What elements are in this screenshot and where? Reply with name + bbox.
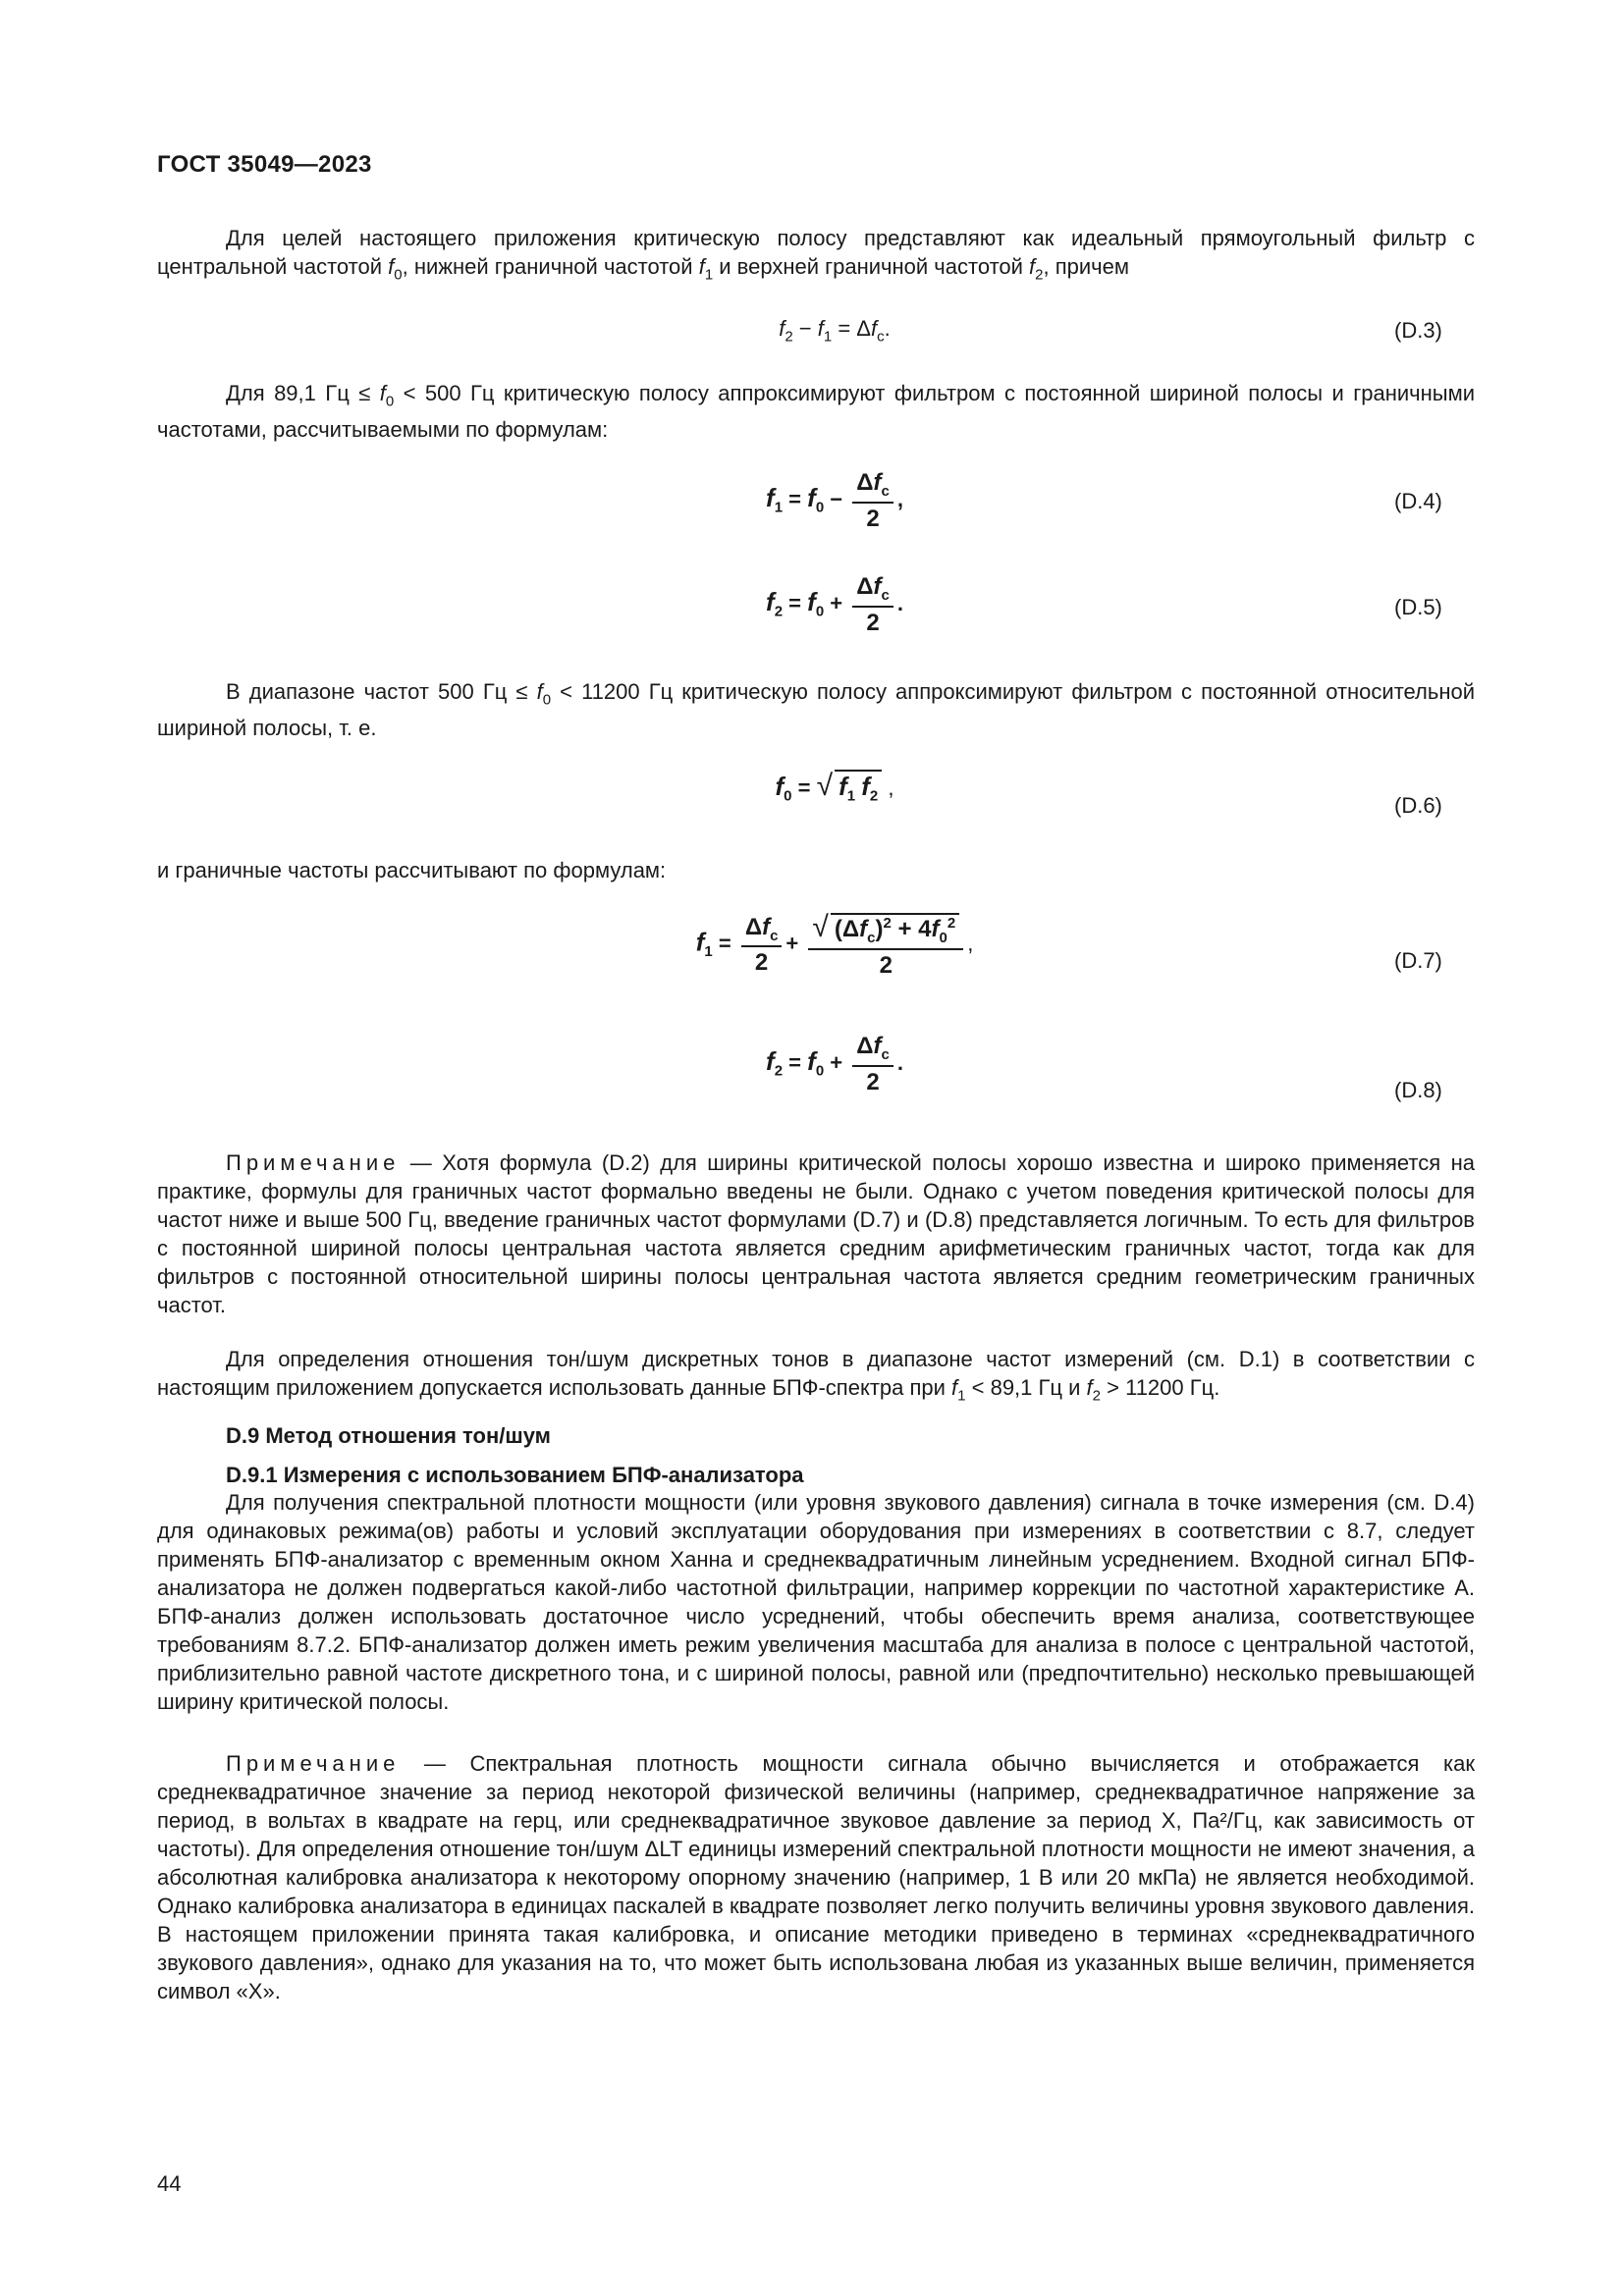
formula-d8: $f_2 = f_0$ + $\frac{\Delta f_c}{2}$ . [766,1033,903,1095]
formula-number-d3: (D.3) [1394,318,1442,343]
paragraph-fft-method: Для получения спектральной плотности мощности (или уровня звукового давления) сигнала в точке измерения (см. D.4) для одинаковых режима(ов) работы и условий эксплуатации оборудования при измерениях в соответствии с 8.7, следует применять БПФ-анализатор с временным окном Ханна и среднеквадратичным линейным усреднением. Входной сигнал БПФ-анализатора не должен подвергаться какой-либо частотной фильтрации, например коррекции по частотной характеристике A. БПФ-анализ должен использовать достаточное число усреднений, чтобы обеспечить время анализа, соответствующее требованиям 8.7.2. БПФ-анализатор должен иметь режим увеличения масштаба для анализа в полосе с центральной частотой, приблизительно равной частоте дискретного тона, и с шириной полосы, равной или (предпочтительно) несколько превышающей ширину критической полосы. [157,1490,1475,1714]
note-2-label: Примечание [226,1751,401,1776]
formula-d4: $f_1 = f_0$ − $\frac{\Delta f_c}{2}$ , [766,469,903,532]
formula-number-d8: (D.8) [1394,1078,1442,1102]
note-1-label: Примечание [226,1150,401,1175]
page-number: 44 [157,2171,182,2196]
note-2-text: — Спектральная плотность мощности сигнала обычно вычисляется и отображается как среднеквадратичное значение за период некоторой физической величины (например, среднеквадратичное напряжение за период, в вольтах в квадрате на герц, или среднеквадратичное звуковое давление за период X, Па²/Гц, как зависимость от частоты). Для определения отношение тон/шум ΔLT единицы измерений спектральной плотности мощности не имеют значения, а абсолютная калибровка анализатора к некоторому опорному значению (например, 1 В или 20 мкПа) не является необходимой. Однако калибровка анализатора в единицах паскалей в квадрате позволяет легко получить величины уровня звукового давления. В настоящем приложении принята такая калибровка, и описание методики приведено в терминах «среднеквадратичного звукового давления», однако для указания на то, что может быть использована любая из указанных выше величин, применяется символ «X». [157,1751,1475,2003]
formula-d7: $f_1$ = $\frac{\Delta f_c}{2}$ + $\frac{√ (\Delta f_c)^2 + 4f_0^2}{2}$ , [695,911,974,979]
paragraph-fft-range: Для определения отношения тон/шум дискретных тонов в диапазоне частот измерений (см. D.1) в соответствии с настоящим приложением допускается использовать данные БПФ-спектра при $f_1 < 89,1$ Гц и $f_2 > 11200$ Гц. [157,1347,1475,1405]
formula-d5: $f_2 = f_0$ + $\frac{\Delta f_c}{2}$ . [766,573,903,636]
note-2 [157,1749,1475,2005]
formula-d3: $f_2 - f_1 = \Delta f_c$. [779,316,891,346]
formula-d6: $f_0$ = √ $f_1$ $f_2$ , [775,770,894,805]
formula-number-d7: (D.7) [1394,948,1442,973]
formula-number-d5: (D.5) [1394,595,1442,619]
formula-number-d6: (D.6) [1394,793,1442,818]
section-heading-d91: D.9.1 Измерения с использованием БПФ-анализатора [226,1463,804,1487]
paragraph-low-range: Для 89,1 Гц ≤ $f_0 < 500$ Гц критическую полосу аппроксимируют фильтром с постоянной шириной полосы и граничными частотами, рассчитываемыми по формулам: [157,381,1475,443]
document-header: ГОСТ 35049—2023 [157,151,372,178]
note-1 [157,1148,1475,1319]
paragraph-intro: Для целей настоящего приложения критическую полосу представляют как идеальный прямоугольный фильтр с центральной частотой $f_0$, нижней граничной частотой $f_1$ и верхней граничной частотой $f_2$, причем [157,226,1475,284]
formula-number-d4: (D.4) [1394,489,1442,513]
paragraph-high-range: В диапазоне частот 500 Гц ≤ $f_0 < 11200$ Гц критическую полосу аппроксимируют фильтром с постоянной относительной шириной полосы, т. е. [157,679,1475,741]
section-heading-d9: D.9 Метод отношения тон/шум [226,1423,551,1448]
note-1-text: — Хотя формула (D.2) для ширины критической полосы хорошо известна и широко применяется на практике, формулы для граничных частот формально введены не были. Однако с учетом поведения критической полосы для частот ниже и выше 500 Гц, введение граничных частот формулами (D.7) и (D.8) представляется логичным. То есть для фильтров с постоянной шириной полосы центральная частота является средним арифметическим граничных частот, тогда как для фильтров с постоянной относительной ширины полосы центральная частота является средним геометрическим граничных частот. [157,1150,1475,1317]
paragraph-boundary-intro: и граничные частоты рассчитывают по формулам: [157,858,667,882]
